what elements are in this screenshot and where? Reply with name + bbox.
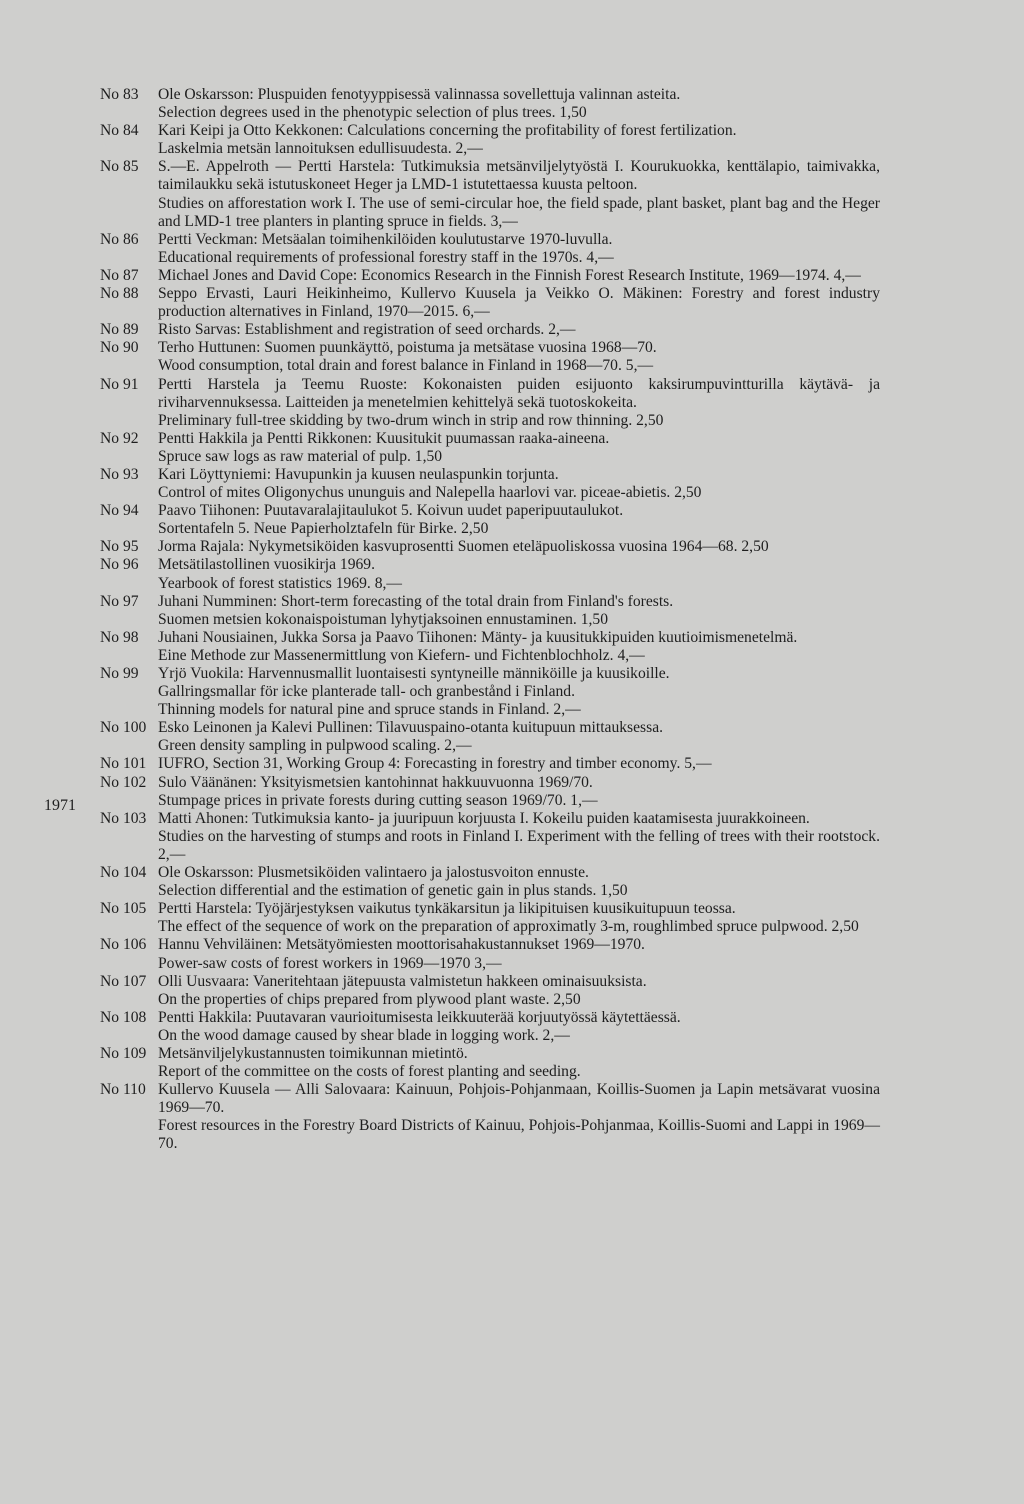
entry-number: No 107 — [100, 972, 147, 990]
entry-number: No 85 — [100, 158, 139, 176]
entry-text: On the properties of chips prepared from plywood plant waste. 2,50 — [158, 990, 581, 1008]
entry-number: No 97 — [100, 592, 139, 610]
entry-number: No 84 — [100, 122, 139, 140]
entry-title: Paavo Tiihonen: Puutavaralajitaulukot 5. Koivun uudet paperipuutaulukot. — [158, 502, 624, 520]
entry-title: Michael Jones and David Cope: Economics Research in the Finnish Forest Research Institute, 1969—1974. 4,— — [158, 266, 861, 284]
entry-number: No 101 — [100, 755, 147, 773]
entry-title: Pertti Harstela: Työjärjestyksen vaikutus tynkäkarsitun ja likipituisen kuusikuitupuun teossa. — [158, 900, 736, 918]
entry-text: The effect of the sequence of work on the preparation of approximatly 3-m, roughlimbed spruce pulpwood. 2,50 — [158, 918, 859, 936]
entry-text: Preliminary full-tree skidding by two-drum winch in strip and row thinning. 2,50 — [158, 411, 664, 429]
entry-number: No 90 — [100, 339, 139, 357]
entry-text: Thinning models for natural pine and spruce stands in Finland. 2,— — [158, 701, 581, 719]
entry-title: Olli Uusvaara: Vaneritehtaan jätepuusta valmistetun hakkeen ominaisuuksista. — [158, 972, 647, 990]
entry-title: Sulo Väänänen: Yksityismetsien kantohinnat hakkuuvuonna 1969/70. — [158, 773, 593, 791]
entry-title: Ole Oskarsson: Plusmetsiköiden valintaero ja jalostusvoiton ennuste. — [158, 864, 589, 882]
entry-title: Metsänviljelykustannusten toimikunnan mietintö. — [158, 1044, 468, 1062]
list-item — [100, 502, 880, 538]
list-item — [100, 1045, 880, 1081]
entry-title: Yrjö Vuokila: Harvennusmallit luontaisesti syntyneille männiköille ja kuusikoille. — [158, 665, 670, 682]
list-item — [100, 466, 880, 502]
list-item — [100, 629, 880, 665]
list-item — [100, 556, 880, 592]
entry-title: Pertti Harstela ja Teemu Ruoste: Kokonaisten puiden esijuonto kaksirumpuvintturilla käytävä- ja riviharvennuksessa. Laitteiden ja menetelmien kehittelyä sekä tuotoskokeita. — [158, 375, 880, 411]
entry-text: Studies on afforestation work I. The use of semi-circular hoe, the field spade, plant basket, plant bag and the Heger and LMD-1 tree planters in planting spruce in fields. 3,— — [158, 194, 880, 230]
entry-text: Stumpage prices in private forests during cutting season 1969/70. 1,— — [158, 791, 598, 809]
entry-title: Pentti Hakkila ja Pentti Rikkonen: Kuusitukit puumassan raaka-aineena. — [158, 429, 610, 447]
entry-title: Kullervo Kuusela — Alli Salovaara: Kainuun, Pohjois-Pohjanmaan, Koillis-Suomen ja Lapin metsävarat vuosina 1969—70. — [158, 1081, 880, 1117]
entry-text: Educational requirements of professional forestry staff in the 1970s. 4,— — [158, 248, 614, 266]
list-item — [100, 267, 880, 285]
list-item — [100, 538, 880, 556]
entry-number: No 110 — [100, 1081, 146, 1099]
entry-text: Yearbook of forest statistics 1969. 8,— — [158, 574, 402, 592]
entry-number: No 108 — [100, 1008, 147, 1026]
entry-title: Risto Sarvas: Establishment and registration of seed orchards. 2,— — [158, 321, 576, 339]
entry-number: No 104 — [100, 864, 147, 882]
list-item — [100, 755, 880, 773]
entry-text: Spruce saw logs as raw material of pulp. 1,50 — [158, 447, 443, 465]
entry-title: Pertti Veckman: Metsäalan toimihenkilöiden koulutustarve 1970-luvulla. — [158, 230, 613, 248]
entry-title: Hannu Vehviläinen: Metsätyömiesten moottorisahakustannukset 1969—1970. — [158, 936, 645, 954]
entry-text: Laskelmia metsän lannoituksen edullisuudesta. 2,— — [158, 140, 483, 158]
entry-number: No 94 — [100, 502, 139, 520]
entry-text: Green density sampling in pulpwood scaling. 2,— — [158, 737, 472, 755]
entry-text: Control of mites Oligonychus ununguis and Nalepella haarlovi var. piceae-abietis. 2,50 — [158, 484, 702, 502]
entry-number: No 106 — [100, 936, 147, 954]
entry-text: Eine Methode zur Massenermittlung von Kiefern- und Fichtenblochholz. 4,— — [158, 646, 645, 664]
list-item — [100, 321, 880, 339]
list-item — [100, 1081, 880, 1153]
entry-text: Selection degrees used in the phenotypic selection of plus trees. 1,50 — [158, 104, 587, 122]
entry-title: Kari Löyttyniemi: Havupunkin ja kuusen neulaspunkin torjunta. — [158, 465, 559, 483]
list-item — [100, 158, 880, 230]
list-item — [100, 936, 880, 972]
entry-number: No 83 — [100, 86, 139, 103]
entry-title: Terho Huttunen: Suomen puunkäyttö, poistuma ja metsätase vuosina 1968—70. — [158, 339, 657, 357]
list-item — [100, 285, 880, 321]
list-item — [100, 774, 880, 810]
list-item — [100, 593, 880, 629]
entry-number: No 98 — [100, 628, 139, 646]
entry-number: No 86 — [100, 230, 139, 248]
entry-title: Metsätilastollinen vuosikirja 1969. — [158, 556, 375, 574]
entry-number: No 89 — [100, 321, 139, 339]
margin-year: 1971 — [44, 797, 76, 814]
entry-text: Studies on the harvesting of stumps and roots in Finland I. Experiment with the felling of trees with their rootstock. 2,— — [158, 827, 880, 863]
entry-number: No 99 — [100, 665, 139, 682]
entry-number: No 88 — [100, 285, 139, 303]
entry-number: No 92 — [100, 429, 139, 447]
entry-text: Sortentafeln 5. Neue Papierholztafeln für Birke. 2,50 — [158, 520, 489, 538]
entry-title: Juhani Nousiainen, Jukka Sorsa ja Paavo Tiihonen: Mänty- ja kuusitukkipuiden kuutioimismenetelmä. — [158, 628, 798, 646]
entry-text: Wood consumption, total drain and forest balance in Finland in 1968—70. 5,— — [158, 357, 654, 375]
entry-title: Kari Keipi ja Otto Kekkonen: Calculations concerning the profitability of forest fertilization. — [158, 122, 737, 140]
entry-number: No 109 — [100, 1044, 147, 1062]
list-item — [100, 430, 880, 466]
entry-title: Juhani Numminen: Short-term forecasting of the total drain from Finland's forests. — [158, 592, 674, 610]
entry-number: No 91 — [100, 375, 139, 393]
entry-title: IUFRO, Section 31, Working Group 4: Forecasting in forestry and timber economy. 5,— — [158, 755, 712, 773]
list-item — [100, 810, 880, 864]
entry-text: Selection differential and the estimation of genetic gain in plus stands. 1,50 — [158, 882, 628, 900]
entry-text: Forest resources in the Forestry Board Districts of Kainuu, Pohjois-Pohjanmaa, Koillis-Suomi and Lappi in 1969—70. — [158, 1117, 880, 1153]
list-item — [100, 376, 880, 430]
list-item — [100, 339, 880, 375]
entry-title: Jorma Rajala: Nykymetsiköiden kasvuprosentti Suomen eteläpuoliskossa vuosina 1964—68. 2,50 — [158, 538, 769, 556]
entry-number: No 100 — [100, 719, 147, 737]
entry-title: Ole Oskarsson: Pluspuiden fenotyyppisessä valinnassa sovellettuja valinnan asteita. — [158, 86, 681, 103]
list-item — [100, 973, 880, 1009]
entry-title: Matti Ahonen: Tutkimuksia kanto- ja juuripuun korjuusta I. Kokeilu puiden kaatamisesta juurakkoineen. — [158, 809, 810, 827]
list-item — [100, 1009, 880, 1045]
entry-text: Power-saw costs of forest workers in 1969—1970 3,— — [158, 954, 502, 972]
publication-list — [100, 86, 880, 1154]
list-item — [100, 900, 880, 936]
list-item — [100, 122, 880, 158]
entry-number: No 87 — [100, 266, 139, 284]
entry-text: Gallringsmallar för icke planterade tall- och granbestånd i Finland. — [158, 683, 575, 701]
entry-title: Pentti Hakkila: Puutavaran vaurioitumisesta leikkuuterää korjuutyössä käytettäessä. — [158, 1008, 681, 1026]
entry-number: No 93 — [100, 465, 139, 483]
entry-text: Suomen metsien kokonaispoistuman lyhytjaksoinen ennustaminen. 1,50 — [158, 610, 609, 628]
entry-text: Report of the committee on the costs of forest planting and seeding. — [158, 1063, 581, 1081]
entry-number: No 103 — [100, 809, 147, 827]
entry-title: S.—E. Appelroth — Pertti Harstela: Tutkimuksia metsänviljelytyöstä I. Kourukuokka, kenttälapio, taimivakka, taimilaukku sekä istutuskoneet Heger ja LMD-1 istutettaessa kuusta peltoon. — [158, 158, 880, 194]
entry-number: No 96 — [100, 556, 139, 574]
list-item — [100, 665, 880, 719]
list-item — [100, 231, 880, 267]
entry-title: Esko Leinonen ja Kalevi Pullinen: Tilavuuspaino-otanta kuitupuun mittauksessa. — [158, 719, 664, 737]
list-item — [100, 864, 880, 900]
entry-number: No 105 — [100, 900, 147, 918]
list-item — [100, 719, 880, 755]
list-item — [100, 86, 880, 122]
entry-number: No 95 — [100, 538, 139, 556]
entry-text: On the wood damage caused by shear blade in logging work. 2,— — [158, 1026, 570, 1044]
entry-number: No 102 — [100, 773, 147, 791]
entry-title: Seppo Ervasti, Lauri Heikinheimo, Kullervo Kuusela ja Veikko O. Mäkinen: Forestry and forest industry production alternatives in Finland, 1970—2015. 6,— — [158, 285, 880, 321]
